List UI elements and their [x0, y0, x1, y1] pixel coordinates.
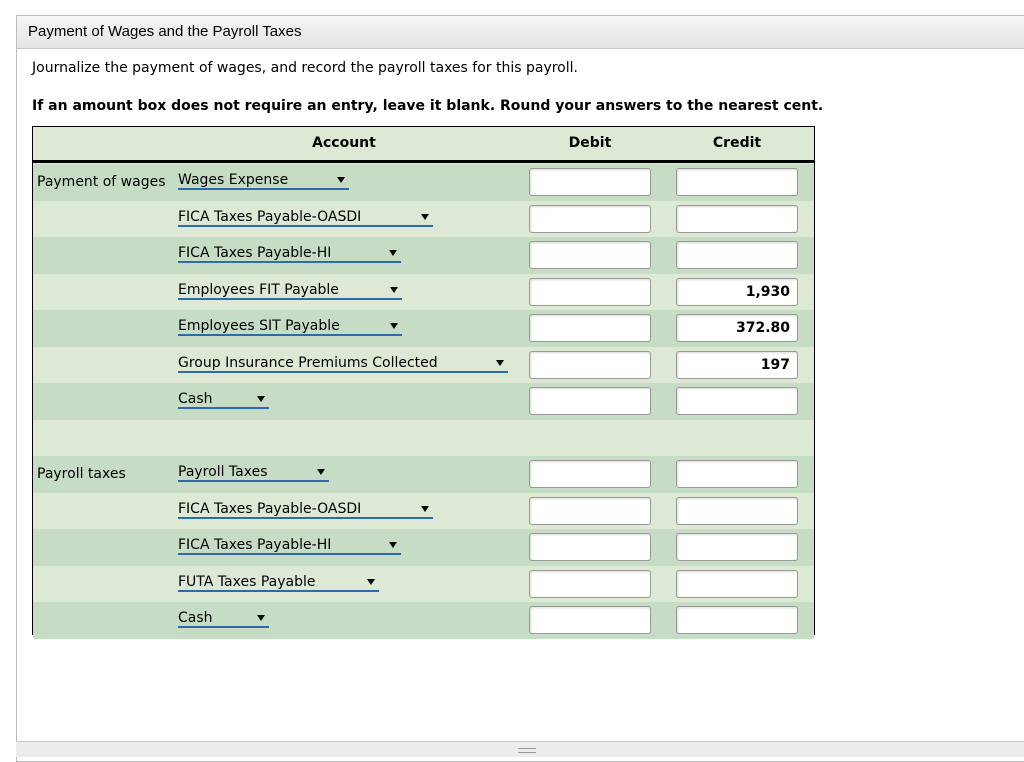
account-select-value: Cash: [178, 391, 213, 407]
entry-note: If an amount box does not require an entry, leave it blank. Round your answers to the nearest cent.: [32, 98, 824, 114]
account-select-value: Employees FIT Payable: [178, 281, 339, 298]
account-select-value: FUTA Taxes Payable: [178, 573, 316, 590]
debit-amount-input[interactable]: [529, 387, 651, 415]
spacer-row: [33, 420, 814, 457]
account-select-value: Employees SIT Payable: [178, 318, 340, 334]
journal-header: [33, 127, 814, 163]
credit-amount-input[interactable]: 197: [676, 351, 798, 379]
account-select[interactable]: [178, 499, 433, 519]
journal-row: [33, 566, 814, 603]
debit-amount-input[interactable]: [529, 606, 651, 634]
credit-amount-input[interactable]: [676, 460, 798, 488]
journal-table: [32, 126, 815, 635]
account-select[interactable]: [178, 608, 269, 628]
account-select[interactable]: [178, 389, 269, 409]
journal-row: [33, 602, 814, 639]
journal-row: [33, 493, 814, 530]
account-select[interactable]: [178, 280, 402, 300]
resize-grip-icon[interactable]: [518, 748, 536, 753]
entry-label: Payment of wages: [37, 174, 166, 190]
account-select[interactable]: [178, 353, 508, 373]
dropdown-arrow-icon[interactable]: [389, 250, 397, 256]
debit-amount-input[interactable]: [529, 497, 651, 525]
credit-column-header: Credit: [712, 135, 762, 151]
credit-amount-input[interactable]: 372.80: [676, 314, 798, 342]
debit-amount-input[interactable]: [529, 278, 651, 306]
account-select-value: FICA Taxes Payable-OASDI: [178, 500, 362, 517]
credit-amount-input[interactable]: [676, 168, 798, 196]
credit-amount-input[interactable]: [676, 241, 798, 269]
account-column-header: Account: [312, 135, 376, 151]
account-select[interactable]: [178, 316, 402, 336]
entry-label: Payroll taxes: [37, 466, 126, 482]
dropdown-arrow-icon[interactable]: [367, 579, 375, 585]
debit-amount-input[interactable]: [529, 205, 651, 233]
debit-amount-input[interactable]: [529, 460, 651, 488]
account-select[interactable]: [178, 170, 349, 190]
account-select[interactable]: [178, 535, 401, 555]
account-select-value: Wages Expense: [178, 172, 289, 188]
dropdown-arrow-icon[interactable]: [257, 396, 265, 402]
credit-amount-input[interactable]: [676, 205, 798, 233]
dropdown-arrow-icon[interactable]: [390, 323, 398, 329]
credit-amount-input[interactable]: [676, 606, 798, 634]
debit-amount-input[interactable]: [529, 533, 651, 561]
journal-row: [33, 383, 814, 420]
account-select-value: Cash: [178, 610, 213, 626]
journal-row: [33, 237, 814, 274]
account-select[interactable]: [178, 207, 433, 227]
dropdown-arrow-icon[interactable]: [421, 506, 429, 512]
account-select-value: FICA Taxes Payable-OASDI: [178, 208, 362, 225]
credit-amount-input[interactable]: 1,930: [676, 278, 798, 306]
credit-amount-input[interactable]: [676, 570, 798, 598]
instruction-text: Journalize the payment of wages, and record the payroll taxes for this payroll.: [32, 60, 578, 76]
credit-amount-input[interactable]: [676, 497, 798, 525]
journal-row: [33, 274, 814, 311]
account-select[interactable]: [178, 572, 379, 592]
account-select-value: FICA Taxes Payable-HI: [178, 537, 332, 553]
journal-row: [33, 201, 814, 238]
resize-bar[interactable]: [16, 741, 1024, 757]
debit-amount-input[interactable]: [529, 168, 651, 196]
journal-row: [33, 347, 814, 384]
journal-row: [33, 529, 814, 566]
dropdown-arrow-icon[interactable]: [317, 469, 325, 475]
credit-amount-input[interactable]: [676, 387, 798, 415]
dropdown-arrow-icon[interactable]: [390, 287, 398, 293]
account-select[interactable]: [178, 243, 401, 263]
dropdown-arrow-icon[interactable]: [337, 177, 345, 183]
dropdown-arrow-icon[interactable]: [496, 360, 504, 366]
journal-row: [33, 310, 814, 347]
debit-amount-input[interactable]: [529, 314, 651, 342]
dropdown-arrow-icon[interactable]: [421, 214, 429, 220]
account-select[interactable]: [178, 462, 329, 482]
panel-title: Payment of Wages and the Payroll Taxes: [17, 16, 1024, 49]
debit-amount-input[interactable]: [529, 570, 651, 598]
credit-amount-input[interactable]: [676, 533, 798, 561]
journal-row: [33, 164, 814, 201]
account-select-value: FICA Taxes Payable-HI: [178, 245, 332, 261]
debit-amount-input[interactable]: [529, 351, 651, 379]
journal-row: [33, 456, 814, 493]
dropdown-arrow-icon[interactable]: [257, 615, 265, 621]
debit-amount-input[interactable]: [529, 241, 651, 269]
dropdown-arrow-icon[interactable]: [389, 542, 397, 548]
account-select-value: Payroll Taxes: [178, 464, 268, 480]
account-select-value: Group Insurance Premiums Collected: [178, 354, 438, 371]
debit-column-header: Debit: [568, 135, 612, 151]
